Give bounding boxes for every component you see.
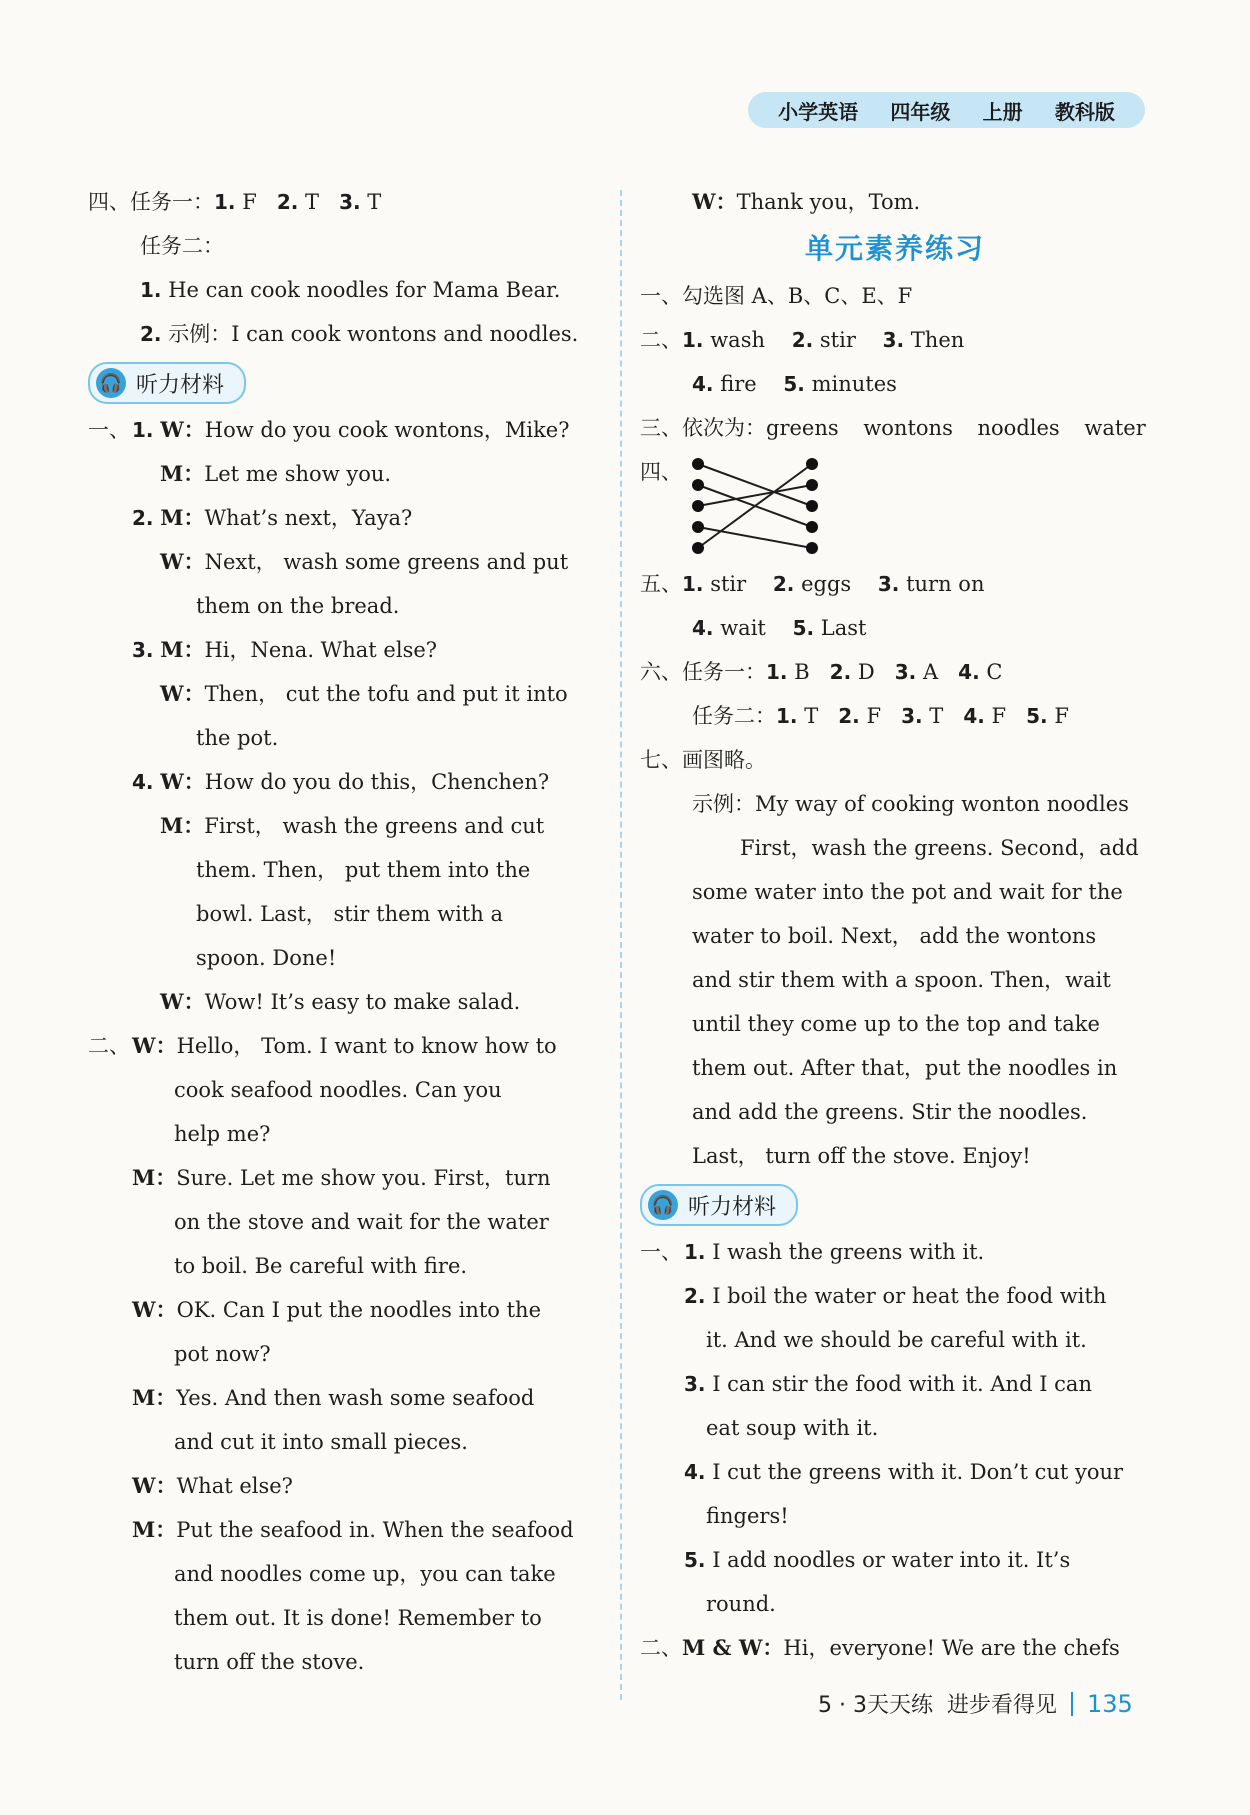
essay-line — [640, 1002, 1150, 1046]
answer-text: 依次为：greens wontons noodles water — [682, 416, 1146, 440]
answer-line — [88, 224, 598, 268]
match-dot — [692, 500, 704, 512]
essay-line — [640, 1046, 1150, 1090]
item-answer: D — [857, 660, 875, 684]
listening-text: I boil the water or heat the food with — [712, 1284, 1107, 1308]
dialogue-text: Wow! It’s easy to make salad. — [204, 990, 521, 1014]
match-dot — [692, 458, 704, 470]
essay-line — [640, 1090, 1150, 1134]
listening-line — [640, 1274, 1150, 1318]
dialogue-text: Yes. And then wash some seafood — [176, 1386, 535, 1410]
headphones-icon: 🎧 — [96, 368, 126, 398]
dialogue-line — [640, 1626, 1150, 1670]
speaker: M & W： — [682, 1635, 784, 1660]
task-label: 任务二： — [140, 234, 224, 258]
column-divider — [620, 190, 622, 1700]
match-dot — [806, 542, 818, 554]
answer-line — [88, 180, 598, 224]
speaker: W： — [692, 189, 737, 214]
item-answer: A — [922, 660, 939, 684]
listening-line — [640, 1318, 1150, 1362]
dialogue-text: Thank you，Tom. — [736, 190, 921, 214]
item-answer: Last — [820, 616, 867, 640]
listening-line — [640, 1450, 1150, 1494]
answer-text: He can cook noodles for Mama Bear. — [168, 278, 561, 302]
item-num: 1. — [682, 328, 704, 352]
dialogue-text: on the stove and wait for the water — [174, 1210, 549, 1234]
left-column — [88, 180, 598, 1684]
dialogue-line — [88, 408, 598, 452]
answer-line — [640, 562, 1150, 606]
item-answer: turn on — [906, 572, 985, 596]
match-dot — [806, 521, 818, 533]
dialogue-line — [88, 936, 598, 980]
listening-line — [640, 1230, 1150, 1274]
item-answer: T — [367, 190, 382, 214]
section-label: 四、 — [640, 460, 682, 484]
answer-line — [640, 782, 1150, 826]
listening-line — [640, 1582, 1150, 1626]
right-column — [640, 180, 1150, 1670]
item-num: 4. — [692, 616, 714, 640]
answer-line — [88, 268, 598, 312]
dialogue-text: How do you do this，Chenchen? — [204, 770, 550, 794]
dialogue-text: Hi，Nena. What else? — [204, 638, 438, 662]
speaker: M： — [160, 813, 205, 838]
unit-title: 单元素养练习 — [804, 232, 985, 265]
header-grade: 四年级 — [890, 99, 951, 124]
essay-line — [640, 914, 1150, 958]
item-answer: minutes — [811, 372, 897, 396]
speaker: W： — [160, 681, 205, 706]
item-num: 3. — [901, 704, 923, 728]
item-answer: B — [794, 660, 810, 684]
listening-q1 — [640, 1230, 1150, 1626]
item-answer: fire — [720, 372, 757, 396]
header-banner — [748, 92, 1145, 128]
dialogue-text: What’s next，Yaya? — [204, 506, 413, 530]
dialogue-line — [88, 1244, 598, 1288]
dialogue-text: Next， wash some greens and put — [204, 550, 569, 574]
matching-answer — [640, 450, 1150, 562]
answer-line — [640, 650, 1150, 694]
item-num: 1. — [776, 704, 798, 728]
section-label: 二、 — [640, 1636, 682, 1660]
dialogue-text: the pot. — [196, 726, 279, 750]
essay-text: and stir them with a spoon. Then，wait — [692, 968, 1111, 992]
dialogue-line — [88, 1068, 598, 1112]
dialogue-text: to boil. Be careful with fire. — [174, 1254, 468, 1278]
answer-line — [640, 362, 1150, 406]
dialogue-line — [88, 892, 598, 936]
footer-divider — [1071, 1692, 1073, 1716]
example-text: 示例：My way of cooking wonton noodles — [692, 792, 1129, 816]
header-subject: 小学英语 — [778, 99, 859, 124]
item-num: 2. — [791, 328, 814, 352]
dialogue-line — [640, 180, 1150, 224]
listening-material-label — [88, 362, 246, 404]
essay-text: until they come up to the top and take — [692, 1012, 1100, 1036]
listening-text: I cut the greens with it. Don’t cut your — [712, 1460, 1124, 1484]
item-answer: eggs — [801, 572, 852, 596]
section-label: 六、 — [640, 660, 682, 684]
listening-q1 — [88, 408, 598, 1024]
listening-text: eat soup with it. — [706, 1416, 879, 1440]
section-label: 一、 — [640, 1240, 682, 1264]
essay-line — [640, 826, 1150, 870]
page-footer — [818, 1688, 1133, 1719]
dialogue-line — [88, 1596, 598, 1640]
dialogue-text: turn off the stove. — [174, 1650, 365, 1674]
item-answer: F — [866, 704, 882, 728]
dialogue-text: them out. It is done! Remember to — [174, 1606, 542, 1630]
essay-line — [640, 1134, 1150, 1178]
task-label: 任务一： — [682, 660, 766, 684]
dialogue-line — [88, 1552, 598, 1596]
section-title: 听力材料 — [688, 1194, 777, 1220]
dialogue-text: help me? — [174, 1122, 271, 1146]
item-answer: F — [242, 190, 257, 214]
item-num: 4. — [684, 1460, 706, 1484]
dialogue-line — [88, 980, 598, 1024]
dialogue-text: How do you cook wontons，Mike? — [204, 418, 570, 442]
dialogue-line — [88, 496, 598, 540]
item-answer: wait — [720, 616, 766, 640]
dialogue-text: cook seafood noodles. Can you — [174, 1078, 502, 1102]
answer-line — [640, 694, 1150, 738]
listening-material-label — [640, 1184, 798, 1226]
item-num: 3. — [877, 572, 900, 596]
dialogue-text: and cut it into small pieces. — [174, 1430, 468, 1454]
section-label: 三、 — [640, 416, 682, 440]
dialogue-line — [88, 716, 598, 760]
speaker: W： — [132, 1033, 177, 1058]
item-num: 4. — [692, 372, 714, 396]
dialogue-line — [88, 1112, 598, 1156]
dialogue-text: pot now? — [174, 1342, 271, 1366]
item-num: 4. — [132, 770, 154, 794]
item-num: 3. — [132, 638, 154, 662]
item-answer: F — [991, 704, 1007, 728]
speaker: M： — [132, 1517, 177, 1542]
matching-lines-diagram — [690, 456, 820, 556]
dialogue-line — [88, 628, 598, 672]
listening-q2 — [88, 1024, 598, 1684]
dialogue-line — [88, 1288, 598, 1332]
dialogue-line — [88, 760, 598, 804]
speaker: W： — [160, 989, 205, 1014]
speaker: W： — [160, 549, 205, 574]
dialogue-line — [88, 804, 598, 848]
speaker: M： — [132, 1165, 177, 1190]
dialogue-text: them on the bread. — [196, 594, 400, 618]
listening-text: I wash the greens with it. — [712, 1240, 985, 1264]
match-dot — [806, 479, 818, 491]
item-num: 5. — [684, 1548, 706, 1572]
speaker: M： — [160, 461, 205, 486]
answer-line — [640, 406, 1150, 450]
section-label: 五、 — [640, 572, 682, 596]
essay-text: some water into the pot and wait for the — [692, 880, 1123, 904]
item-num: 3. — [339, 190, 361, 214]
header-edition: 教科版 — [1054, 99, 1115, 124]
item-answer: stir — [710, 572, 747, 596]
item-num: 5. — [783, 372, 805, 396]
item-num: 1. — [132, 418, 154, 442]
speaker: M： — [160, 505, 205, 530]
match-dot — [692, 479, 704, 491]
footer-brand: 5 · 3天天练 — [818, 1693, 933, 1718]
listening-line — [640, 1406, 1150, 1450]
dialogue-text: What else? — [176, 1474, 293, 1498]
speaker: M： — [160, 637, 205, 662]
section-label: 七、 — [640, 748, 682, 772]
listening-text: I can stir the food with it. And I can — [712, 1372, 1092, 1396]
item-num: 1. — [140, 278, 162, 302]
dialogue-line — [88, 1464, 598, 1508]
dialogue-line — [88, 1640, 598, 1684]
item-num: 3. — [684, 1372, 706, 1396]
item-answer: T — [804, 704, 819, 728]
dialogue-text: Hello， Tom. I want to know how to — [176, 1034, 557, 1058]
section-label: 二、 — [640, 328, 682, 352]
dialogue-line — [88, 1376, 598, 1420]
speaker: W： — [160, 417, 205, 442]
item-num: 2. — [276, 190, 299, 214]
essay-text: Last， turn off the stove. Enjoy! — [692, 1144, 1031, 1168]
item-num: 2. — [829, 660, 852, 684]
header-volume: 上册 — [982, 99, 1023, 124]
item-num: 5. — [792, 616, 815, 640]
listening-text: fingers! — [706, 1504, 789, 1528]
item-answer: wash — [710, 328, 765, 352]
item-answer: F — [1054, 704, 1069, 728]
item-answer: stir — [819, 328, 856, 352]
item-num: 1. — [214, 190, 236, 214]
dialogue-text: bowl. Last， stir them with a — [196, 902, 503, 926]
item-answer: T — [305, 190, 320, 214]
item-answer: Then — [910, 328, 965, 352]
item-num: 3. — [894, 660, 917, 684]
dialogue-line — [88, 1024, 598, 1068]
essay-line — [640, 870, 1150, 914]
listening-text: round. — [706, 1592, 776, 1616]
section-label: 四、 — [88, 190, 130, 214]
dialogue-line — [88, 1332, 598, 1376]
listening-line — [640, 1494, 1150, 1538]
item-num: 2. — [140, 322, 162, 346]
dialogue-text: spoon. Done! — [196, 946, 337, 970]
dialogue-text: Put the seafood in. When the seafood — [176, 1518, 574, 1542]
item-num: 5. — [1026, 704, 1048, 728]
listening-line — [640, 1362, 1150, 1406]
dialogue-line — [88, 584, 598, 628]
essay-text: them out. After that，put the noodles in — [692, 1056, 1118, 1080]
dialogue-text: Sure. Let me show you. First，turn — [176, 1166, 551, 1190]
section-label: 一、 — [88, 418, 130, 442]
dialogue-text: them. Then， put them into the — [196, 858, 531, 882]
item-num: 3. — [882, 328, 905, 352]
item-num: 1. — [766, 660, 788, 684]
speaker: W： — [132, 1473, 177, 1498]
answer-line — [640, 606, 1150, 650]
task-label: 任务一： — [130, 190, 214, 214]
item-num: 2. — [132, 506, 154, 530]
dialogue-text: and noodles come up，you can take — [174, 1562, 556, 1586]
answer-line — [88, 312, 598, 356]
section-label: 一、 — [640, 284, 682, 308]
speaker: W： — [160, 769, 205, 794]
answer-text: 画图略。 — [682, 748, 766, 772]
essay-text: First，wash the greens. Second，add — [740, 836, 1139, 860]
dialogue-text: Let me show you. — [204, 462, 392, 486]
item-num: 2. — [772, 572, 795, 596]
dialogue-text: First， wash the greens and cut — [204, 814, 545, 838]
listening-line — [640, 1538, 1150, 1582]
item-num: 2. — [684, 1284, 706, 1308]
dialogue-text: OK. Can I put the noodles into the — [176, 1298, 541, 1322]
match-dot — [692, 542, 704, 554]
essay-text: water to boil. Next， add the wontons — [692, 924, 1097, 948]
dialogue-line — [88, 1156, 598, 1200]
dialogue-line — [88, 672, 598, 716]
listening-text: I add noodles or water into it. It’s — [712, 1548, 1071, 1572]
item-answer: C — [986, 660, 1003, 684]
speaker: W： — [132, 1297, 177, 1322]
item-answer: T — [929, 704, 944, 728]
dialogue-line — [88, 1508, 598, 1552]
item-num: 4. — [958, 660, 980, 684]
task-label: 任务二： — [692, 704, 776, 728]
speaker: M： — [132, 1385, 177, 1410]
match-dot — [806, 458, 818, 470]
section-title: 听力材料 — [136, 372, 225, 398]
match-dot — [806, 500, 818, 512]
example-essay — [640, 826, 1150, 1178]
answer-line — [640, 274, 1150, 318]
item-num: 1. — [684, 1240, 706, 1264]
dialogue-line — [88, 848, 598, 892]
item-num: 4. — [963, 704, 985, 728]
answer-line — [640, 738, 1150, 782]
item-num: 2. — [838, 704, 860, 728]
match-dot — [692, 521, 704, 533]
page-number: 135 — [1087, 1689, 1133, 1718]
headphones-icon: 🎧 — [648, 1190, 678, 1220]
footer-slogan: 进步看得见 — [946, 1693, 1057, 1718]
dialogue-text: Hi，everyone! We are the chefs — [783, 1636, 1120, 1660]
dialogue-text: Then， cut the tofu and put it into — [204, 682, 568, 706]
dialogue-line — [88, 452, 598, 496]
section-label: 二、 — [88, 1034, 130, 1058]
dialogue-line — [88, 1200, 598, 1244]
dialogue-line — [88, 1420, 598, 1464]
answer-line — [640, 318, 1150, 362]
dialogue-line — [88, 540, 598, 584]
essay-line — [640, 958, 1150, 1002]
item-num: 1. — [682, 572, 704, 596]
answer-text: 勾选图 A、B、C、E、F — [682, 284, 913, 308]
essay-text: and add the greens. Stir the noodles. — [692, 1100, 1088, 1124]
answer-text: 示例：I can cook wontons and noodles. — [168, 322, 579, 346]
listening-text: it. And we should be careful with it. — [706, 1328, 1087, 1352]
